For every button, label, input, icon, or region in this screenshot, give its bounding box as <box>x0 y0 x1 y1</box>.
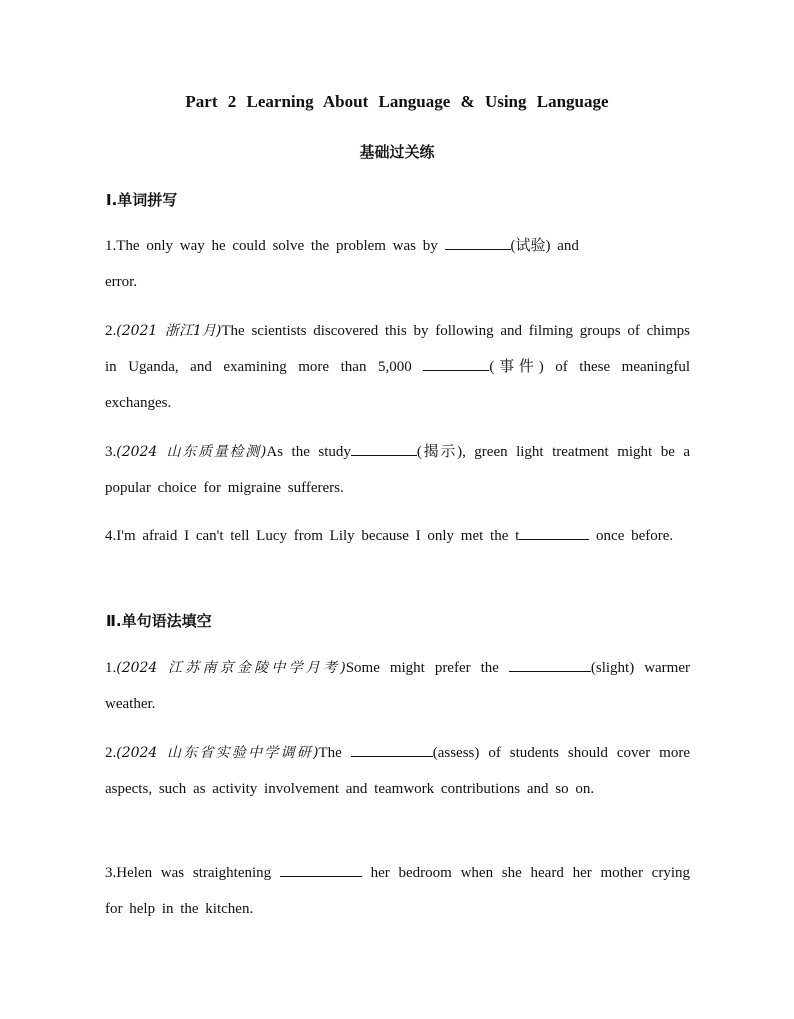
question-number: 3. <box>105 865 117 881</box>
question-2-1 <box>105 650 690 722</box>
question-text: The scientists discovered this by following and filming groups of chimps in Uganda, and examining more than 5,000 <box>105 323 690 375</box>
question-number: 1. <box>105 238 117 254</box>
question-source: (2024 山东省实验中学调研) <box>116 745 319 761</box>
answer-blank[interactable] <box>519 525 589 540</box>
question-text: As the study <box>266 444 351 460</box>
question-number: 2. <box>105 323 117 339</box>
page-title: Part 2 Learning About Language & Using Language <box>185 92 609 111</box>
question-source: (2024 江苏南京金陵中学月考) <box>116 660 346 676</box>
question-number: 3. <box>105 444 117 460</box>
question-hint: (slight) warmer weather. <box>105 660 690 712</box>
section-heading-vocabulary: Ⅰ.单词拼写 <box>106 191 178 209</box>
question-text: I'm afraid I can't tell Lucy from Lily because I only met the t <box>116 528 520 544</box>
question-number: 1. <box>105 660 117 676</box>
question-number: 4. <box>105 528 117 544</box>
question-1-2 <box>105 313 690 421</box>
answer-blank[interactable] <box>351 441 417 456</box>
question-hint: (揭示), green light treatment might be a popular choice for migraine sufferers. <box>105 444 690 496</box>
answer-blank[interactable] <box>351 742 433 757</box>
answer-blank[interactable] <box>423 356 489 371</box>
question-number: 2. <box>105 745 117 761</box>
answer-blank[interactable] <box>509 657 591 672</box>
question-1-1 <box>105 228 690 300</box>
section-heading-grammar: Ⅱ.单句语法填空 <box>106 612 212 630</box>
question-text: Helen was straightening <box>116 865 280 881</box>
question-text-end: error. <box>105 274 138 290</box>
question-2-3 <box>105 855 690 927</box>
question-source: (2024 山东质量检测) <box>116 444 267 460</box>
page-subtitle: 基础过关练 <box>359 143 435 161</box>
answer-blank[interactable] <box>280 862 362 877</box>
question-text: The <box>318 745 351 761</box>
question-1-4 <box>105 518 690 554</box>
question-hint: her bedroom when she heard her mother crying for help in the kitchen. <box>105 865 690 917</box>
question-text: The only way he could solve the problem was by <box>116 238 445 254</box>
question-hint: (assess) of students should cover more aspects, such as activity involvement and teamwork contributions and so on. <box>105 745 690 797</box>
question-hint: (事件) of these meaningful exchanges. <box>105 359 690 411</box>
question-source: (2021 浙江1月) <box>116 323 222 339</box>
question-hint: (试验) and <box>510 238 579 254</box>
question-text: Some might prefer the <box>345 660 509 676</box>
question-1-3 <box>105 434 690 506</box>
question-2-2 <box>105 735 690 807</box>
answer-blank[interactable] <box>445 235 511 250</box>
question-hint: once before. <box>589 528 674 544</box>
